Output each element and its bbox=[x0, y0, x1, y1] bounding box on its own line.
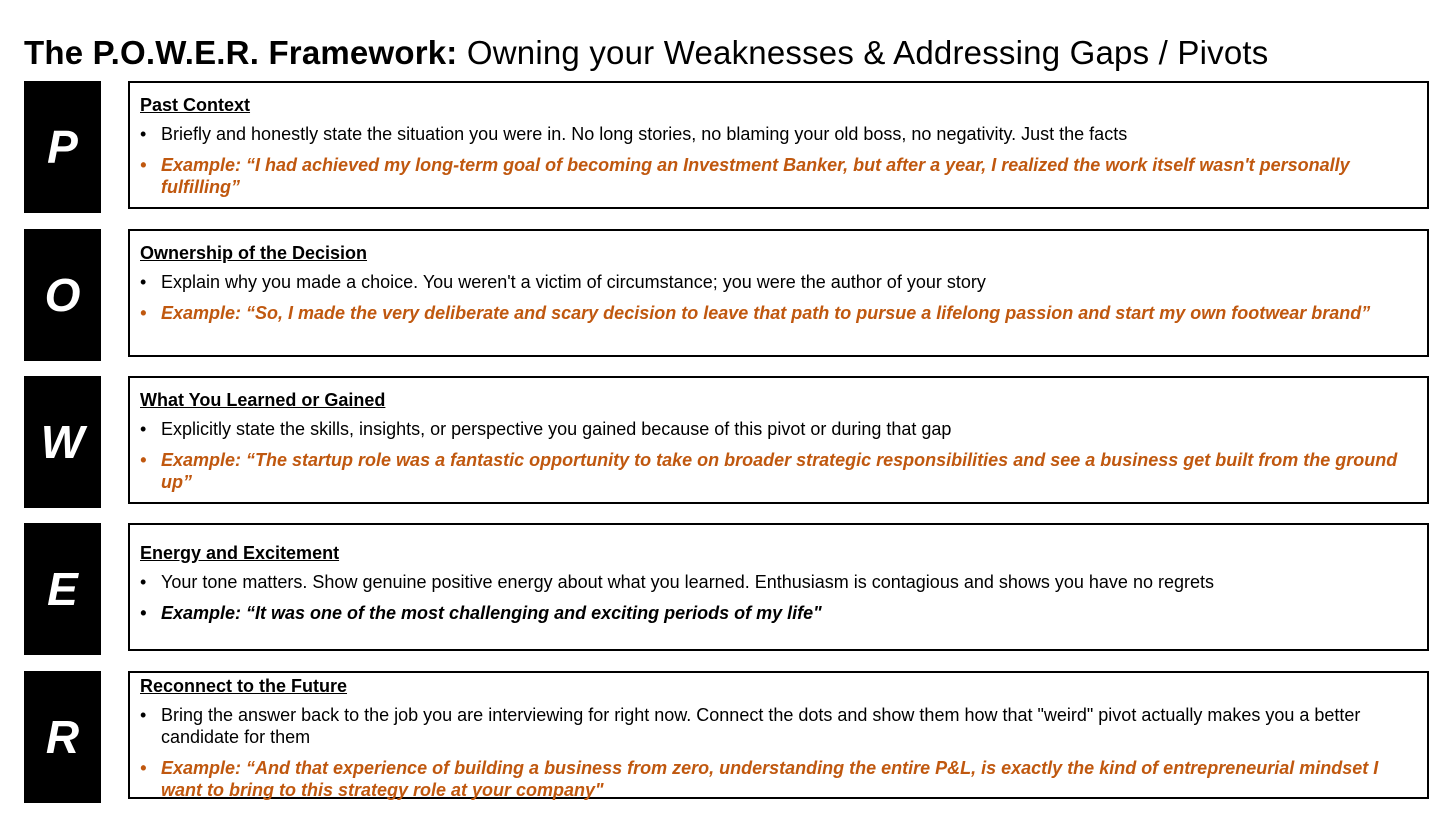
framework-row-o bbox=[24, 229, 1433, 361]
letter-block-p: P bbox=[24, 81, 101, 213]
framework-row-w bbox=[24, 376, 1433, 508]
letter-block-r: R bbox=[24, 671, 101, 803]
title-rest: Owning your Weaknesses & Addressing Gaps / Pivots bbox=[457, 34, 1269, 71]
title-bold: The P.O.W.E.R. Framework: bbox=[24, 34, 458, 71]
example-text: • Example: “The startup role was a fantastic opportunity to take on broader strategic responsibilities and see a business get built from the ground up” bbox=[140, 449, 1415, 493]
content-box-o bbox=[128, 229, 1429, 357]
bullet-list bbox=[140, 704, 1415, 801]
bullet-list bbox=[140, 571, 1415, 633]
section-heading: Past Context bbox=[140, 95, 251, 115]
bullet-text: • Briefly and honestly state the situation you were in. No long stories, no blaming your old boss, no negativity. Just the facts bbox=[140, 123, 1415, 145]
framework-row-r bbox=[24, 671, 1433, 803]
bullet-text: • Bring the answer back to the job you are interviewing for right now. Connect the dots and show them how that "weird" pivot actually makes you a better candidate for them bbox=[140, 704, 1415, 748]
page-title bbox=[24, 32, 1268, 74]
letter-block-e: E bbox=[24, 523, 101, 655]
section-heading: What You Learned or Gained bbox=[140, 390, 386, 410]
example-text: • Example: “And that experience of building a business from zero, understanding the entire P&L, is exactly the kind of entrepreneurial mindset I want to bring to this strategy role at your company" bbox=[140, 757, 1415, 801]
section-heading: Energy and Excitement bbox=[140, 543, 340, 563]
letter-block-o: O bbox=[24, 229, 101, 361]
content-box-w bbox=[128, 376, 1429, 504]
section-heading: Ownership of the Decision bbox=[140, 243, 368, 263]
framework-row-e bbox=[24, 523, 1433, 655]
framework-row-p bbox=[24, 81, 1433, 213]
bullet-list bbox=[140, 123, 1415, 198]
example-text: • Example: “It was one of the most challenging and exciting periods of my life" bbox=[140, 602, 1415, 624]
content-box-p bbox=[128, 81, 1429, 209]
content-box-r bbox=[128, 671, 1429, 799]
example-text: • Example: “I had achieved my long-term goal of becoming an Investment Banker, but after a year, I realized the work itself wasn't personally fulfilling” bbox=[140, 154, 1415, 198]
example-text: • Example: “So, I made the very deliberate and scary decision to leave that path to pursue a lifelong passion and start my own footwear brand” bbox=[140, 302, 1415, 324]
bullet-text: • Explicitly state the skills, insights, or perspective you gained because of this pivot or during that gap bbox=[140, 418, 1415, 440]
section-heading: Reconnect to the Future bbox=[140, 676, 348, 696]
content-box-e bbox=[128, 523, 1429, 651]
letter-block-w: W bbox=[24, 376, 101, 508]
bullet-text: • Your tone matters. Show genuine positive energy about what you learned. Enthusiasm is contagious and shows you have no regrets bbox=[140, 571, 1415, 593]
bullet-text: • Explain why you made a choice. You weren't a victim of circumstance; you were the author of your story bbox=[140, 271, 1415, 293]
bullet-list bbox=[140, 271, 1415, 324]
bullet-list bbox=[140, 418, 1415, 493]
